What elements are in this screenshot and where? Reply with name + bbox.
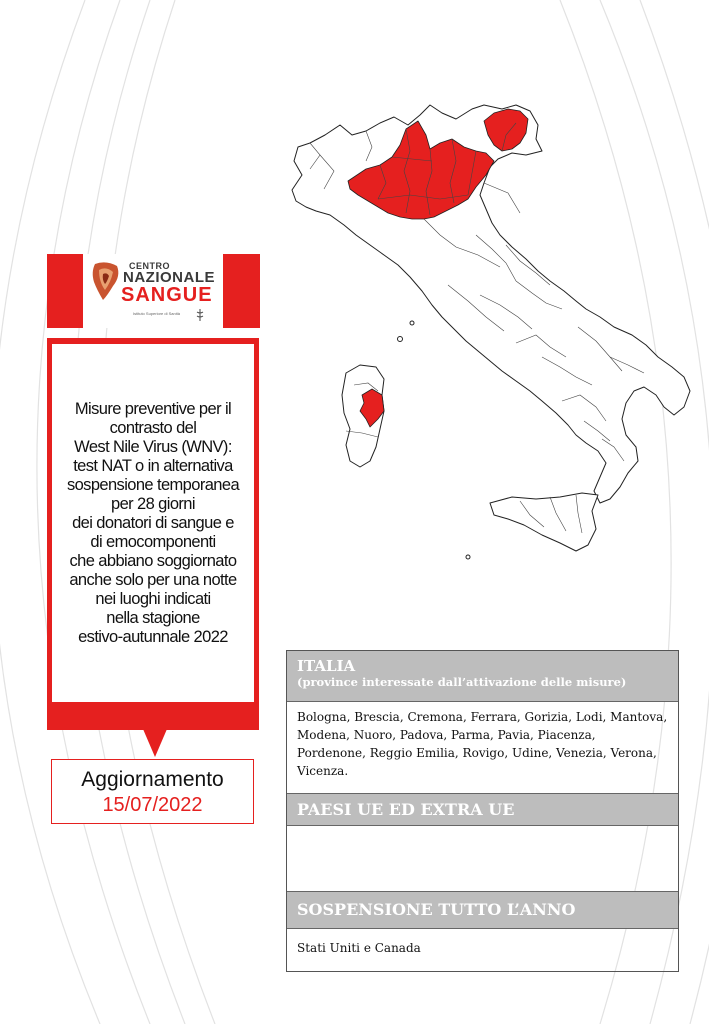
logo [83, 254, 223, 328]
statement-line: estivo-autunnale 2022 [78, 627, 228, 646]
statement-line: contrasto del [109, 418, 197, 437]
statement-line: nei luoghi indicati [95, 589, 211, 608]
statement-line: dei donatori di sangue e [72, 513, 234, 532]
statement-line: sospensione temporanea [66, 475, 240, 494]
statement-line: che abbiano soggiornato [69, 551, 237, 570]
update-label: Aggiornamento [81, 768, 224, 791]
info-table [286, 650, 679, 972]
statement-line: Misure preventive per il [74, 399, 232, 418]
statement-line: per 28 giorni [111, 494, 195, 513]
italia-title: ITALIA [297, 657, 356, 675]
logo-banner [47, 254, 260, 328]
statement-line: test NAT o in alternativa [73, 456, 233, 475]
update-box [51, 759, 254, 824]
heart-figure-icon [89, 260, 123, 302]
italia-subtitle: (province interessate dall’attivazione delle misure) [297, 675, 627, 689]
paesi-title: PAESI UE ED EXTRA UE [297, 800, 515, 819]
italy-map [280, 95, 695, 560]
logo-line-3: SANGUE [121, 284, 213, 306]
update-date: 15/07/2022 [102, 794, 203, 816]
logo-line-1: CENTRO [129, 261, 170, 271]
statement-line: anche solo per una notte [69, 570, 237, 589]
sospensione-header [287, 892, 678, 929]
paesi-body [287, 826, 678, 892]
statement-line: West Nile Virus (WNV): [74, 437, 232, 456]
logo-subtitle: Istituto Superiore di Sanità [133, 311, 180, 316]
iss-emblem-icon [195, 308, 205, 322]
statement-box [47, 338, 259, 730]
statement-line: nella stagione [106, 608, 200, 627]
italia-provinces: Bologna, Brescia, Cremona, Ferrara, Gorizia, Lodi, Mantova, Modena, Nuoro, Padova, Parma, Pavia, Piacenza, Pordenone, Reggio Emilia, Rovigo, Udine, Venezia, Verona, Vicenza. [287, 702, 678, 794]
sicily [490, 493, 598, 551]
statement-text [63, 400, 243, 647]
paesi-header [287, 794, 678, 826]
sospensione-body: Stati Uniti e Canada [297, 941, 421, 955]
logo-line-2: NAZIONALE [123, 269, 215, 286]
statement-panel [52, 344, 254, 702]
statement-line: di emocomponenti [90, 532, 216, 551]
callout-pointer [143, 729, 167, 757]
sospensione-title: SOSPENSIONE TUTTO L’ANNO [297, 900, 576, 919]
italia-header [287, 651, 678, 702]
